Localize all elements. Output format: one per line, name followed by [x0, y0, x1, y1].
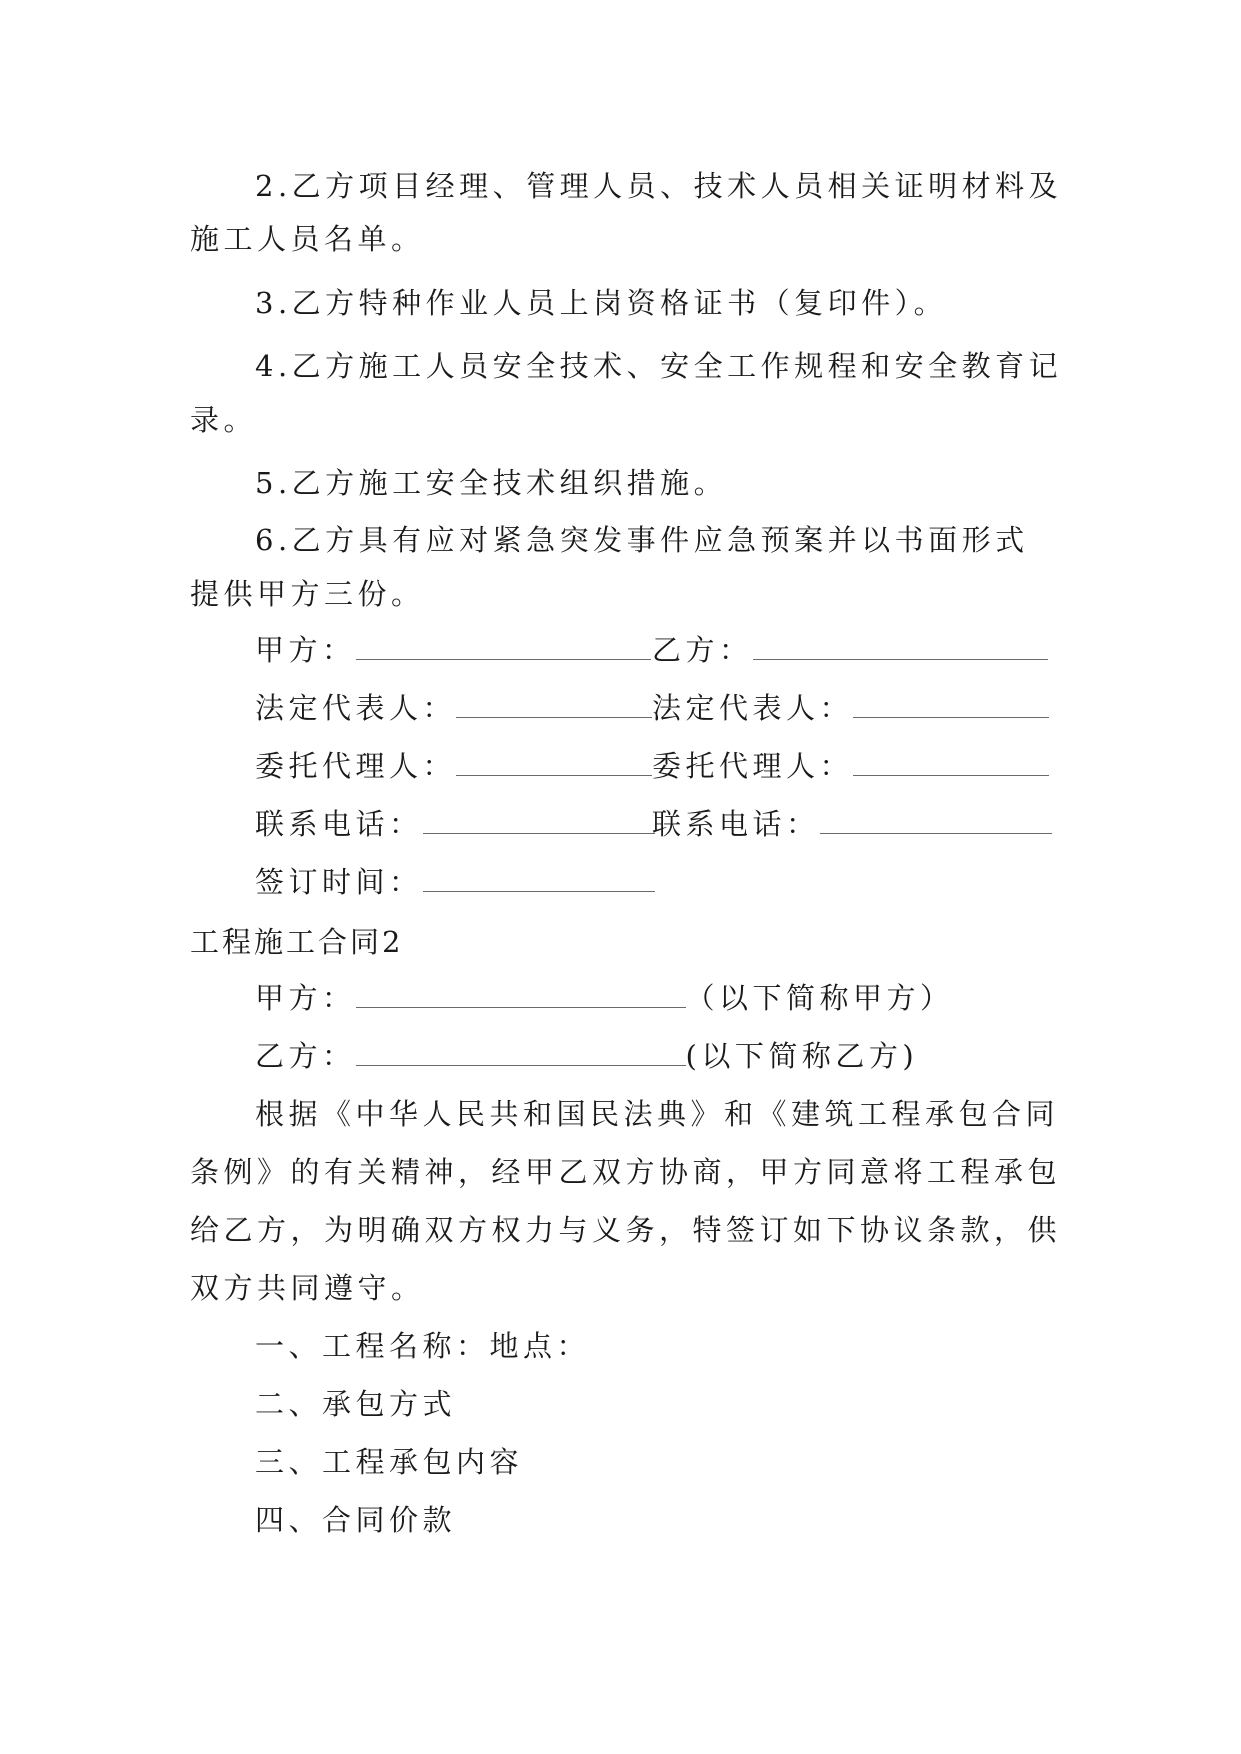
sign-date-blank — [423, 863, 655, 892]
item-4-line-1: 4.乙方施工人员安全技术、安全工作规程和安全教育记 — [255, 349, 1063, 383]
contract2-party-b-blank — [356, 1037, 686, 1066]
contract2-section-3: 三、工程承包内容 — [255, 1445, 524, 1479]
sign-phone-b-blank — [820, 805, 1052, 834]
sign-party-a-label: 甲方： — [255, 633, 356, 667]
sign-party-b-blank — [753, 631, 1048, 660]
item-6-line-1: 6.乙方具有应对紧急突发事件应急预案并以书面形式 — [255, 523, 1029, 557]
sign-phone-a-blank — [423, 805, 655, 834]
contract2-party-a — [255, 978, 954, 1018]
sign-phone-a-label: 联系电话： — [255, 807, 423, 841]
sign-agent-b — [652, 746, 1049, 786]
sign-rep-a-label: 法定代表人： — [255, 691, 457, 725]
contract2-section-2: 二、承包方式 — [255, 1387, 457, 1421]
contract2-para-line-4: 双方共同遵守。 — [190, 1271, 425, 1305]
sign-rep-b-label: 法定代表人： — [652, 691, 854, 725]
sign-phone-a — [255, 804, 655, 844]
contract2-section-4: 四、合同价款 — [255, 1503, 457, 1537]
sign-party-b-label: 乙方： — [652, 633, 753, 667]
contract2-party-a-blank — [356, 979, 686, 1008]
sign-phone-b-label: 联系电话： — [652, 807, 820, 841]
contract2-para-line-3: 给乙方，为明确双方权力与义务，特签订如下协议条款，供 — [190, 1213, 1062, 1247]
sign-agent-a-blank — [456, 747, 652, 776]
contract2-party-b-note: (以下简称乙方) — [685, 1039, 919, 1073]
sign-party-b — [652, 630, 1048, 670]
item-2-line-1: 2.乙方项目经理、管理人员、技术人员相关证明材料及 — [255, 169, 1063, 203]
item-6-line-2: 提供甲方三份。 — [190, 577, 425, 611]
item-3: 3.乙方特种作业人员上岗资格证书（复印件）。 — [255, 286, 948, 320]
contract2-party-b — [255, 1036, 918, 1076]
sign-date-label: 签订时间： — [255, 865, 423, 899]
contract2-party-a-note: （以下简称甲方） — [685, 981, 954, 1015]
sign-rep-b-blank — [853, 689, 1049, 718]
sign-rep-a — [255, 688, 652, 728]
item-5: 5.乙方施工安全技术组织措施。 — [255, 466, 728, 500]
item-4-line-2: 录。 — [190, 403, 258, 437]
sign-agent-a — [255, 746, 652, 786]
sign-phone-b — [652, 804, 1052, 844]
sign-rep-a-blank — [456, 689, 652, 718]
sign-party-a — [255, 630, 651, 670]
sign-agent-b-blank — [853, 747, 1049, 776]
sign-date — [255, 862, 655, 902]
sign-agent-b-label: 委托代理人： — [652, 749, 854, 783]
contract2-party-b-label: 乙方： — [255, 1039, 356, 1073]
contract2-party-a-label: 甲方： — [255, 981, 356, 1015]
contract2-para-line-1: 根据《中华人民共和国民法典》和《建筑工程承包合同 — [255, 1097, 1060, 1131]
contract2-para-line-2: 条例》的有关精神，经甲乙双方协商，甲方同意将工程承包 — [190, 1155, 1062, 1189]
item-2-line-2: 施工人员名单。 — [190, 222, 425, 256]
sign-party-a-blank — [356, 631, 651, 660]
contract2-section-1: 一、工程名称：地点： — [255, 1329, 591, 1363]
sign-rep-b — [652, 688, 1049, 728]
contract2-title: 工程施工合同2 — [190, 925, 404, 959]
sign-agent-a-label: 委托代理人： — [255, 749, 457, 783]
